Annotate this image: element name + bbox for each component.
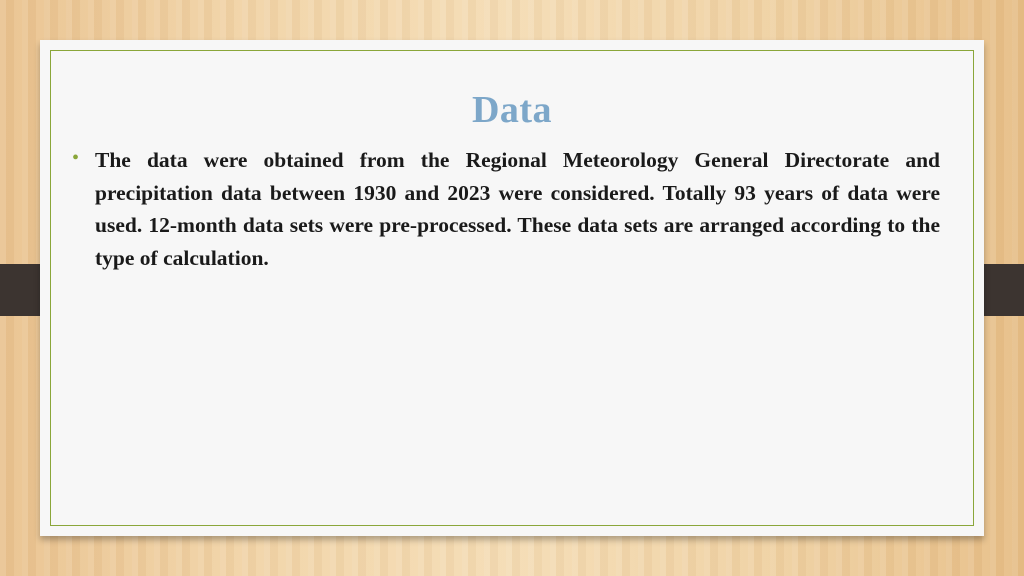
- slide-title: Data: [471, 89, 553, 131]
- bullet-item: [72, 144, 940, 274]
- bullet-text: The data were obtained from the Regional Meteorology General Directorate and precipitation data between 1930 and 2023 were considered. Totally 93 years of data were used. 12-month data sets were pre-processed. These data sets are arranged according to the type of calculation.: [95, 148, 940, 270]
- bullet-icon: •: [72, 147, 80, 169]
